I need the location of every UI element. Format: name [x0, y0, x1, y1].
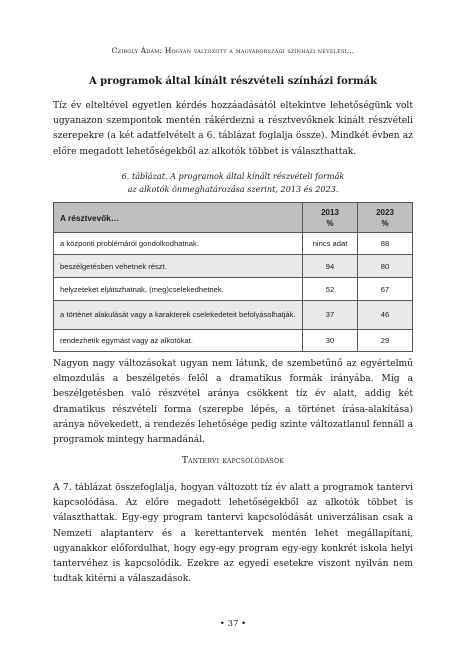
header-2013-year: 2013 — [321, 207, 339, 217]
row-value-2023: 29 — [358, 330, 413, 352]
header-2023-unit: % — [381, 218, 389, 228]
row-value-2023: 46 — [358, 301, 413, 330]
paragraph-3: A 7. táblázat összefoglalja, hogyan változott tíz év alatt a programok tantervi kapcsolódása. Az előre megadott lehetőségekből az alkotók többet is választhattak. Egy-egy program tantervi kapcsolódását univerzálisan csak a Nemzeti alaptanterv és a kerettantervek mentén lehet megállapítani, ugyanakkor előfordulhat, hogy egy-egy program egy-egy konkrét iskola helyi tantervéhez is kapcsolódik. Ezekre az egyedi esetekre viszont nyilván nem tudtak kitérni a válaszadások. — [53, 483, 413, 585]
page-number: • 37 • — [219, 619, 247, 629]
row-label: helyzeteket eljátszhatnak, (meg)cselekedhetnek. — [54, 278, 303, 301]
paragraph-2: Nagyon nagy változásokat ugyan nem látunk, de szembetűnő az egyértelmű elmozdulás a beszélgetés felől a dramatikus formák irányába. Míg a beszélgetésben való részvétel aránya csökkent tíz év alatt, addig két dramatikus részvételi forma (szerepbe lépés, a történet írása-alakítása) aránya növekedett, a rendezés lehetősége pedig szinte változatlanul fennáll a programok mintegy harmadánál. — [53, 359, 413, 446]
table-header-row — [54, 203, 413, 233]
table-row — [54, 330, 413, 352]
running-head: Cziboly Ádám: Hogyan változott a magyarországi színházi nevelési... — [111, 46, 355, 55]
header-2013 — [303, 203, 358, 233]
row-value-2013: nincs adat — [303, 233, 358, 255]
row-value-2013: 52 — [303, 278, 358, 301]
row-label: beszélgetésben vehetnek részt. — [54, 255, 303, 278]
row-value-2023: 80 — [358, 255, 413, 278]
row-label: a központi problémáról gondolkodhatnak. — [54, 233, 303, 255]
row-label: a történet alakulását vagy a karakterek cselekedeteit befolyásolhatják. — [54, 301, 303, 330]
header-2023-year: 2023 — [376, 207, 394, 217]
row-value-2013: 37 — [303, 301, 358, 330]
table-caption-line-2: az alkotók önmeghatározása szerint, 2013 és 2023. — [127, 184, 339, 194]
row-value-2023: 88 — [358, 233, 413, 255]
row-value-2023: 67 — [358, 278, 413, 301]
subheading-curriculum: Tantervi kapcsolódások — [181, 456, 285, 466]
table-caption — [0, 170, 466, 196]
header-2023 — [358, 203, 413, 233]
table-row — [54, 278, 413, 301]
table-row — [54, 233, 413, 255]
table-caption-line-1: 6. táblázat. A programok által kínált részvételi formák — [121, 171, 345, 181]
header-label: A résztvevők… — [54, 203, 303, 233]
table-row — [54, 255, 413, 278]
row-value-2013: 94 — [303, 255, 358, 278]
paragraph-1: Tíz év elteltével egyetlen kérdés hozzáadásától eltekintve lehetőségünk volt ugyanazon szempontok mentén rákérdezni a résztvevőknek kínált részvételi szerepekre (a két adatfelvételt a 6. táblázat foglalja össze). Mindkét évben az előre megadott lehetőségekből az alkotók többet is választhattak. — [53, 101, 413, 157]
header-2013-unit: % — [326, 218, 334, 228]
participation-table — [53, 202, 413, 352]
table-row — [54, 301, 413, 330]
section-title: A programok által kínált részvételi színházi formák — [88, 76, 378, 87]
row-label: rendezhetik egymást vagy az alkotókat. — [54, 330, 303, 352]
row-value-2013: 30 — [303, 330, 358, 352]
